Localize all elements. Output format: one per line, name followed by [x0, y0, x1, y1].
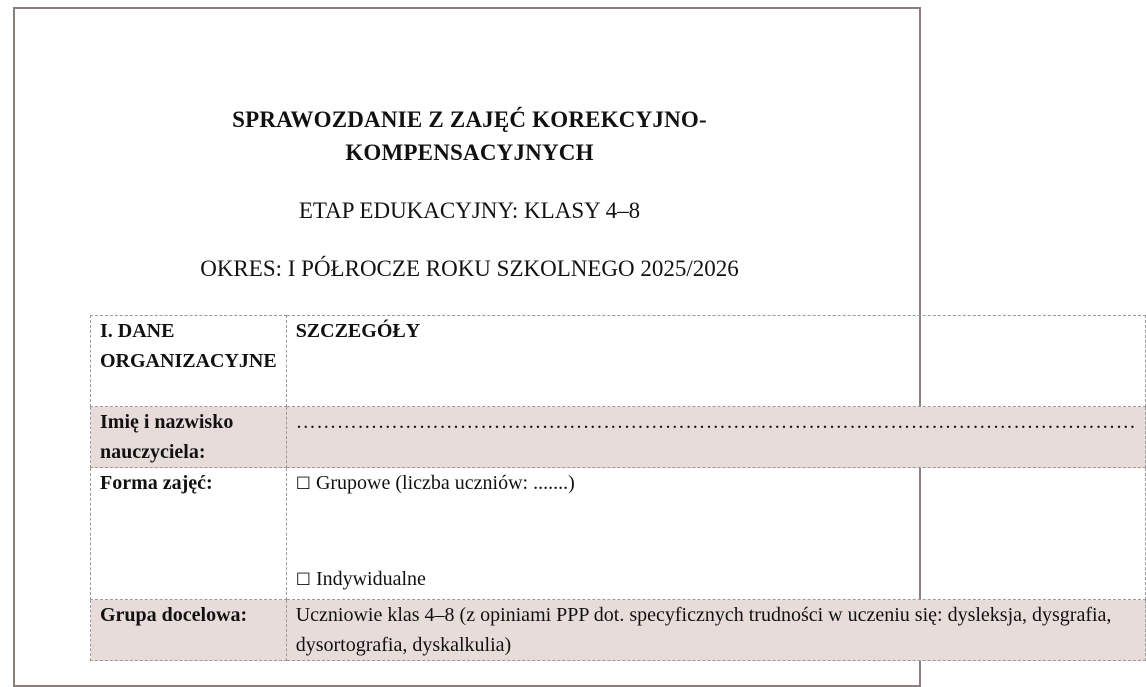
teacher-name-field[interactable]: …………………………………………………………………………………………………………… — [286, 407, 1146, 468]
option-group[interactable] — [296, 468, 1137, 499]
report-title-line1: SPRAWOZDANIE Z ZAJĘĆ KOREKCYJNO- — [232, 107, 707, 132]
row-label-target-group: Grupa docelowa: — [91, 600, 287, 661]
table-row — [91, 468, 1146, 600]
organizational-data-table — [90, 315, 1146, 661]
table-header-row — [91, 316, 1146, 407]
target-group-value: Uczniowie klas 4–8 (z opiniami PPP dot. specyficznych trudności w uczeniu się: dysleksja, dysgrafia, dysortografia, dyskalkulia) — [286, 600, 1146, 661]
checkbox-icon[interactable]: ☐ — [295, 474, 311, 494]
report-title-line2: KOMPENSACYJNYCH — [345, 140, 594, 165]
education-stage: ETAP EDUKACYJNY: KLASY 4–8 — [298, 198, 641, 223]
table-row — [91, 600, 1146, 661]
option-group-label: Grupowe (liczba uczniów: .......) — [315, 472, 575, 494]
option-individual[interactable] — [296, 564, 1137, 595]
column-header-details: SZCZEGÓŁY — [286, 316, 1146, 407]
row-label-teacher: Imię i nazwisko nauczyciela: — [91, 407, 287, 468]
row-label-form: Forma zajęć: — [91, 468, 287, 600]
checkbox-icon[interactable]: ☐ — [295, 570, 311, 590]
form-options — [286, 468, 1146, 600]
option-individual-label: Indywidualne — [315, 568, 426, 590]
report-period: OKRES: I PÓŁROCZE ROKU SZKOLNEGO 2025/2026 — [200, 256, 739, 281]
table-row — [91, 407, 1146, 468]
column-header-section: I. DANE ORGANIZACYJNE — [91, 316, 287, 407]
